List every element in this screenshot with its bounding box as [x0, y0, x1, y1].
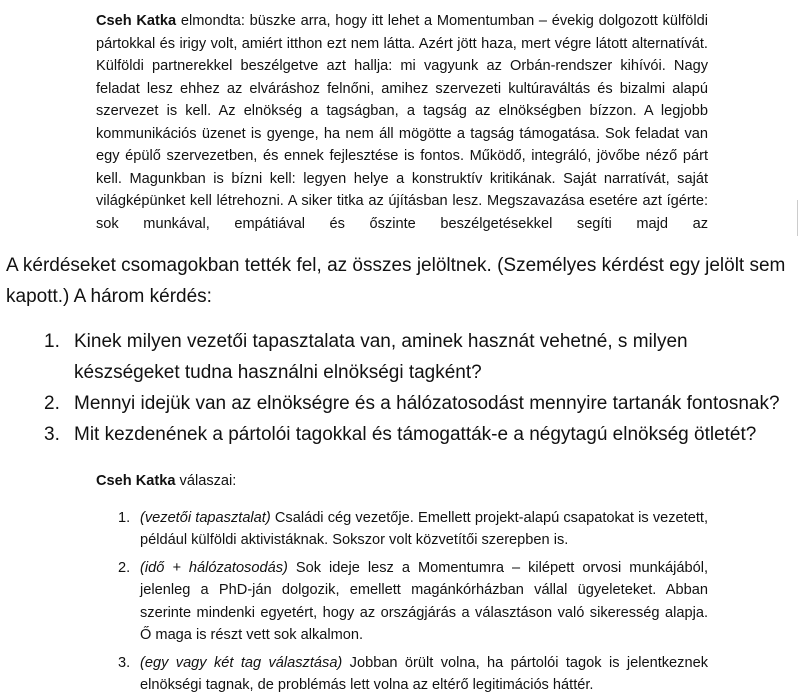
- question-text: Kinek milyen vezetői tapasztalata van, aminek hasznát vehetné, s milyen készségeket tudna használni elnökségi tagként?: [74, 331, 688, 383]
- question-text: Mennyi idejük van az elnökségre és a hálózatosodást mennyire tartanák fontosnak?: [74, 393, 780, 414]
- answer-topic: (egy vagy két tag választása): [140, 654, 343, 671]
- questions-intro: A kérdéseket csomagokban tették fel, az összes jelöltnek. (Személyes kérdést egy jelölt sem kapott.) A három kérdés:: [6, 255, 786, 307]
- answer-item: [96, 652, 708, 697]
- clip-edge-divider: [797, 200, 798, 236]
- questions-list: [0, 326, 800, 450]
- speech-text: elmondta: büszke arra, hogy itt lehet a Momentumban – évekig dolgozott külföldi pártokkal és irigy volt, amiért itthon ezt nem látta. Azért jött haza, mert végre látott alternatívát. Külföldi partnerekkel beszélgetve azt hallja: mi vagyunk az Orbán-rendszer kihívói. Nagy feladat lesz ehhez az elváráshoz felnőni, amihez szervezeti kultúraváltás és bizalmi alapú szervezet is kell. Az elnökség a tagságban, a tagság az elnökségben bízzon. A legjobb kommunikációs üzenet is gyenge, ha nem áll mögötte a tagság támogatása. Sok feladat van egy épülő szervezetben, és ennek fejlesztése is fontos. Működő, integráló, jövőbe néző párt kell. Magunkban is bízni kell: legyen helye a konstruktív kritikának. Saját narratívát, saját világképünket kell létrehozni. A siker titka az újításban lesz. Megszavazása esetére azt ígérte: sok munkával, empátiával és őszinte beszélgetésekkel segíti majd az: [96, 13, 708, 232]
- answer-item: [96, 507, 708, 552]
- answer-number: 2.: [118, 559, 131, 576]
- answers-heading-suffix: válaszai:: [175, 473, 237, 489]
- question-number: 1.: [44, 331, 60, 352]
- answer-text: Jobban örült volna, ha pártolói tagok is jelentkeznek elnökségi tagnak, de problémás lett volna az eltérő legitimációs háttér.: [140, 654, 708, 693]
- answers-heading: [96, 470, 708, 493]
- answers-section: [96, 470, 708, 700]
- speech-paragraph: [96, 10, 708, 235]
- questions-section: [0, 250, 800, 450]
- question-item: [0, 419, 794, 450]
- question-text: Mit kezdenének a pártolói tagokkal és támogatták-e a négytagú elnökség ötletét?: [74, 424, 757, 445]
- question-number: 2.: [44, 393, 60, 414]
- article-excerpt-speech: [96, 10, 708, 236]
- question-number: 3.: [44, 424, 60, 445]
- answer-topic: (idő + hálózatosodás): [140, 559, 288, 576]
- answer-topic: (vezetői tapasztalat): [140, 509, 271, 526]
- question-item: [0, 326, 794, 388]
- speaker-name: Cseh Katka: [96, 473, 176, 489]
- answer-text: Sok ideje lesz a Momentumra – kilépett orvosi munkájából, jelenleg a PhD-ján dolgozik, emellett magánkórházban vállal ügyeleteket. Abban szerinte mindenki egyetért, hogy az országjárás a választáson való sikeresség alapja. Ő maga is részt vett sok alkalmon.: [140, 559, 708, 643]
- speaker-name: Cseh Katka: [96, 13, 177, 29]
- question-item: [0, 388, 794, 419]
- answer-number: 1.: [118, 509, 131, 526]
- answer-text: Családi cég vezetője. Emellett projekt-alapú csapatokat is vezetett, például külföldi aktivistáknak. Sokszor volt közvetítői szerepben is.: [140, 509, 708, 548]
- answers-list: [96, 507, 708, 697]
- answer-number: 3.: [118, 654, 131, 671]
- answer-item: [96, 557, 708, 647]
